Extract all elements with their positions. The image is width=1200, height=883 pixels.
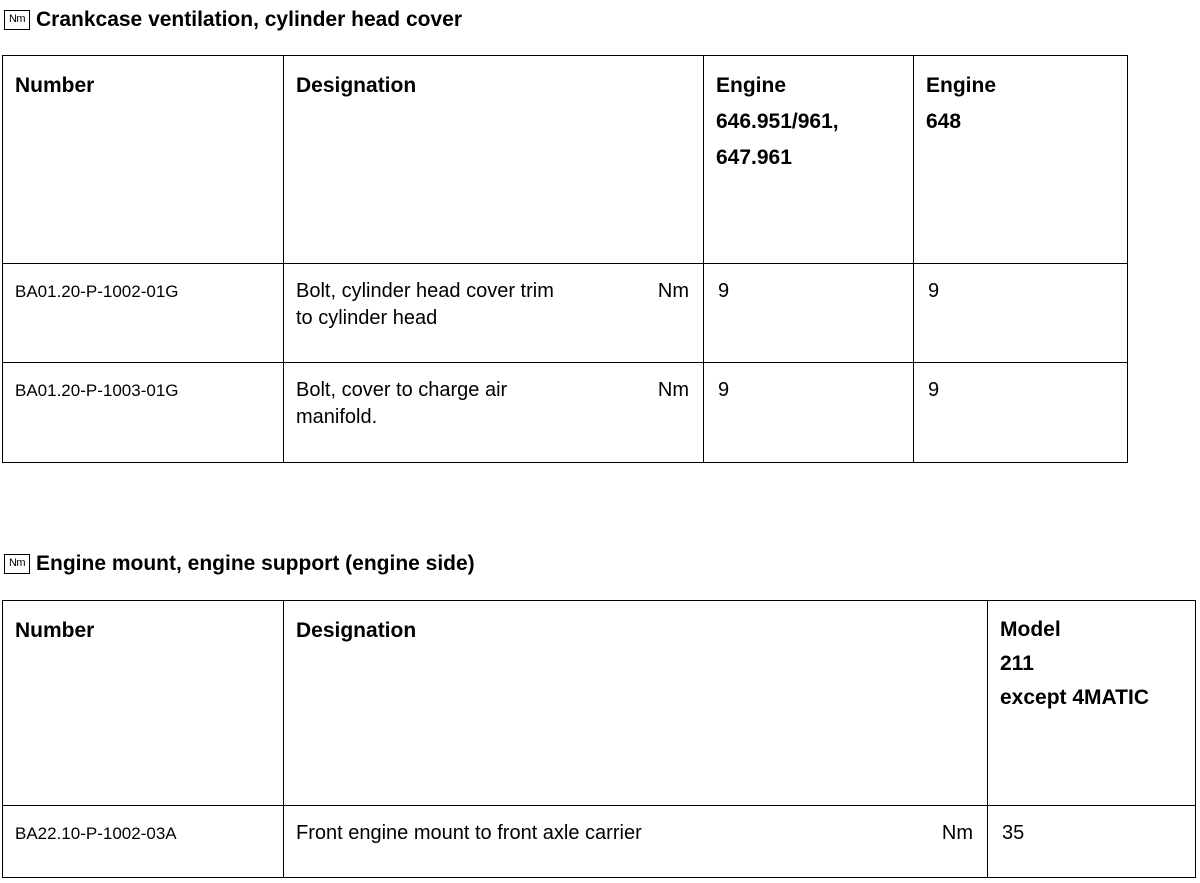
header-designation: Designation	[284, 601, 988, 806]
header-engine-646-647: Engine 646.951/961, 647.961	[704, 56, 914, 264]
section-title-crankcase	[4, 8, 462, 32]
table-row	[3, 264, 1128, 363]
header-number: Number	[3, 601, 284, 806]
header-number: Number	[3, 56, 284, 264]
torque-nm-icon: Nm	[4, 554, 30, 574]
unit-label: Nm	[657, 280, 689, 302]
section-title-engine-mount	[4, 552, 475, 576]
section-heading: Engine mount, engine support (engine side)	[36, 552, 475, 575]
header-designation: Designation	[284, 56, 704, 264]
cell-value: 9	[704, 264, 914, 363]
table-row	[3, 363, 1128, 463]
table-header-row	[3, 601, 1196, 806]
table-header-row	[3, 56, 1128, 264]
section-heading: Crankcase ventilation, cylinder head cover	[36, 8, 463, 31]
cell-designation: Front engine mount to front axle carrier Nm	[284, 806, 988, 878]
cell-value: 35	[988, 806, 1196, 878]
header-model-211: Model 211 except 4MATIC	[988, 601, 1196, 806]
torque-nm-icon: Nm	[4, 10, 30, 30]
table-row	[3, 806, 1196, 878]
unit-label: Nm	[941, 822, 973, 844]
cell-designation: Bolt, cylinder head cover trim to cylinder head Nm	[284, 264, 704, 363]
unit-label: Nm	[657, 379, 689, 401]
header-engine-648: Engine 648	[914, 56, 1128, 264]
cell-designation: Bolt, cover to charge air manifold. Nm	[284, 363, 704, 463]
cell-value: 9	[914, 264, 1128, 363]
cell-value: 9	[914, 363, 1128, 463]
cell-value: 9	[704, 363, 914, 463]
cell-number: BA01.20-P-1003-01G	[3, 363, 284, 463]
torque-table-engine-mount	[2, 600, 1196, 878]
torque-table-crankcase	[2, 55, 1128, 463]
cell-number: BA01.20-P-1002-01G	[3, 264, 284, 363]
cell-number: BA22.10-P-1002-03A	[3, 806, 284, 878]
